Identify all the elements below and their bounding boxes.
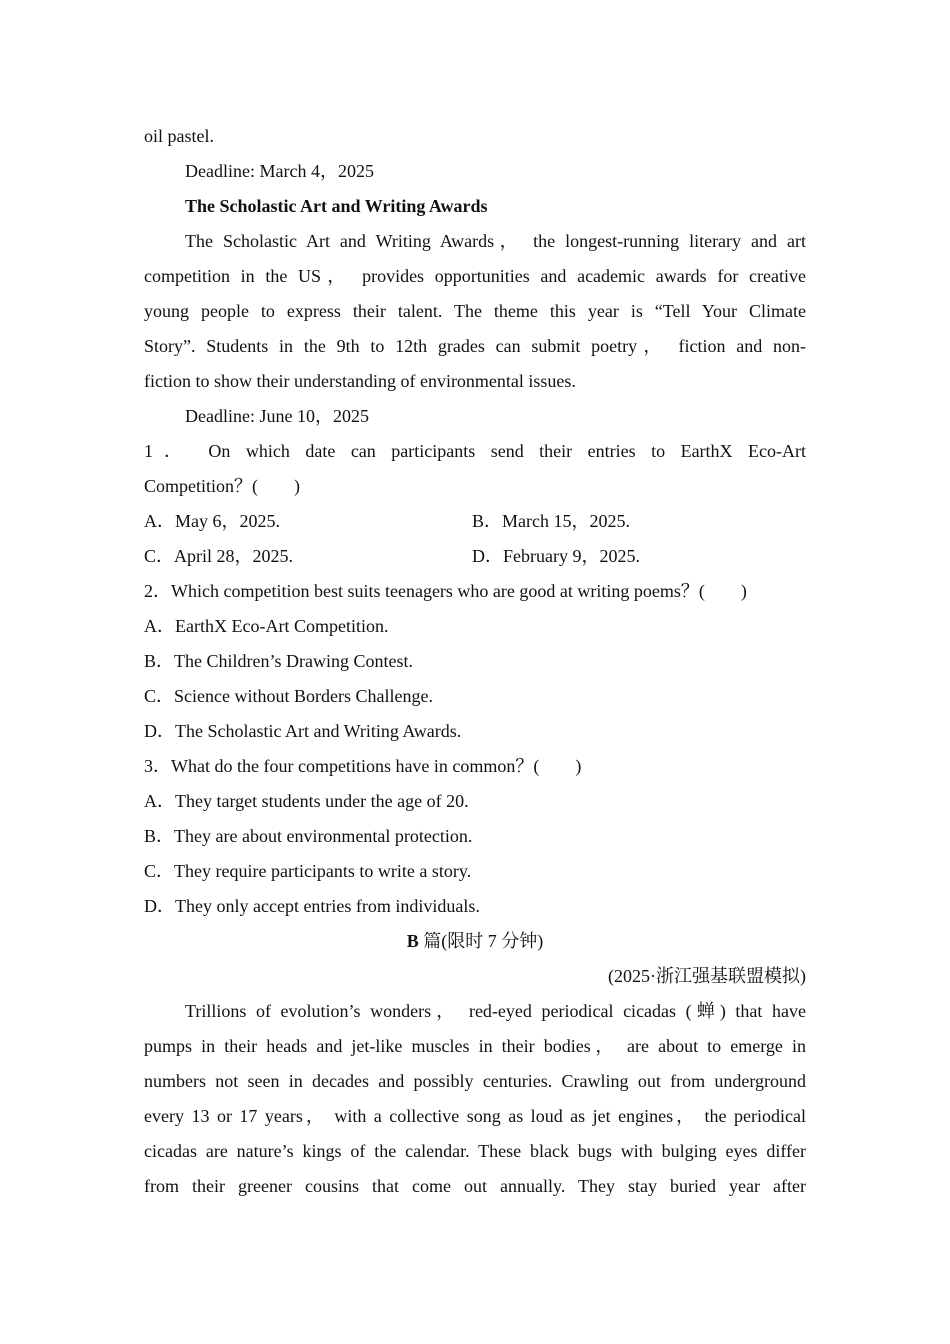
paragraph-line: fiction to show their understanding of environmental issues. — [144, 371, 576, 391]
option-a: A．EarthX Eco-Art Competition. — [144, 616, 389, 636]
option-b: B．The Children’s Drawing Contest. — [144, 651, 413, 671]
option-a: A．May 6，2025. — [144, 511, 280, 531]
continued-text-line: oil pastel. — [144, 126, 214, 146]
paragraph-line: young people to express their talent. The theme this year is “Tell Your Climate — [144, 301, 806, 321]
question-stem: 3．What do the four competitions have in common？( ) — [144, 756, 582, 776]
section-title: The Scholastic Art and Writing Awards — [185, 196, 488, 216]
passage-b-heading — [144, 924, 806, 959]
passage-a-paragraph — [144, 224, 806, 399]
paragraph-line: numbers not seen in decades and possibly centuries. Crawling out from underground — [144, 1071, 806, 1091]
option-c: C．April 28，2025. — [144, 546, 294, 566]
passage-b-source: (2025·浙江强基联盟模拟) — [608, 966, 806, 986]
option-d: D．The Scholastic Art and Writing Awards. — [144, 721, 462, 741]
paragraph-line: The Scholastic Art and Writing Awards， the longest-running literary and art — [185, 231, 806, 251]
question-stem: Competition？( ) — [144, 476, 300, 496]
deadline-text: Deadline: June 10，2025 — [185, 406, 369, 426]
paragraph-line: Trillions of evolution’s wonders， red-eyed periodical cicadas (蝉) that have — [185, 1001, 806, 1021]
option-c: C．They require participants to write a story. — [144, 861, 472, 881]
passage-b-letter: B — [406, 931, 419, 951]
question-1 — [144, 434, 806, 574]
paragraph-line: every 13 or 17 years， with a collective song as loud as jet engines， the periodical — [144, 1106, 806, 1126]
option-b: B．They are about environmental protection. — [144, 826, 473, 846]
option-row — [144, 504, 806, 539]
deadline-text: Deadline: March 4，2025 — [185, 161, 374, 181]
paragraph-line: from their greener cousins that come out annually. They stay buried year after — [144, 1176, 806, 1196]
paragraph-line: pumps in their heads and jet-like muscles in their bodies， are about to emerge in — [144, 1036, 806, 1056]
paragraph-line: competition in the US， provides opportunities and academic awards for creative — [144, 266, 806, 286]
option-row — [144, 539, 806, 574]
question-2 — [144, 574, 806, 749]
option-b: B．March 15，2025. — [472, 511, 630, 531]
paragraph-line: Story”. Students in the 9th to 12th grades can submit poetry， fiction and non- — [144, 336, 806, 356]
option-d: D．February 9，2025. — [472, 546, 640, 566]
option-d: D．They only accept entries from individuals. — [144, 896, 480, 916]
passage-b-time-limit: 篇(限时 7 分钟) — [418, 931, 544, 951]
option-c: C．Science without Borders Challenge. — [144, 686, 433, 706]
passage-b-paragraph — [144, 994, 806, 1204]
question-stem: 1． On which date can participants send their entries to EarthX Eco-Art — [144, 441, 806, 461]
question-stem: 2．Which competition best suits teenagers who are good at writing poems？( ) — [144, 581, 747, 601]
document-page — [144, 119, 806, 1204]
option-a: A．They target students under the age of 20. — [144, 791, 469, 811]
question-3 — [144, 749, 806, 924]
paragraph-line: cicadas are nature’s kings of the calendar. These black bugs with bulging eyes differ — [144, 1141, 806, 1161]
